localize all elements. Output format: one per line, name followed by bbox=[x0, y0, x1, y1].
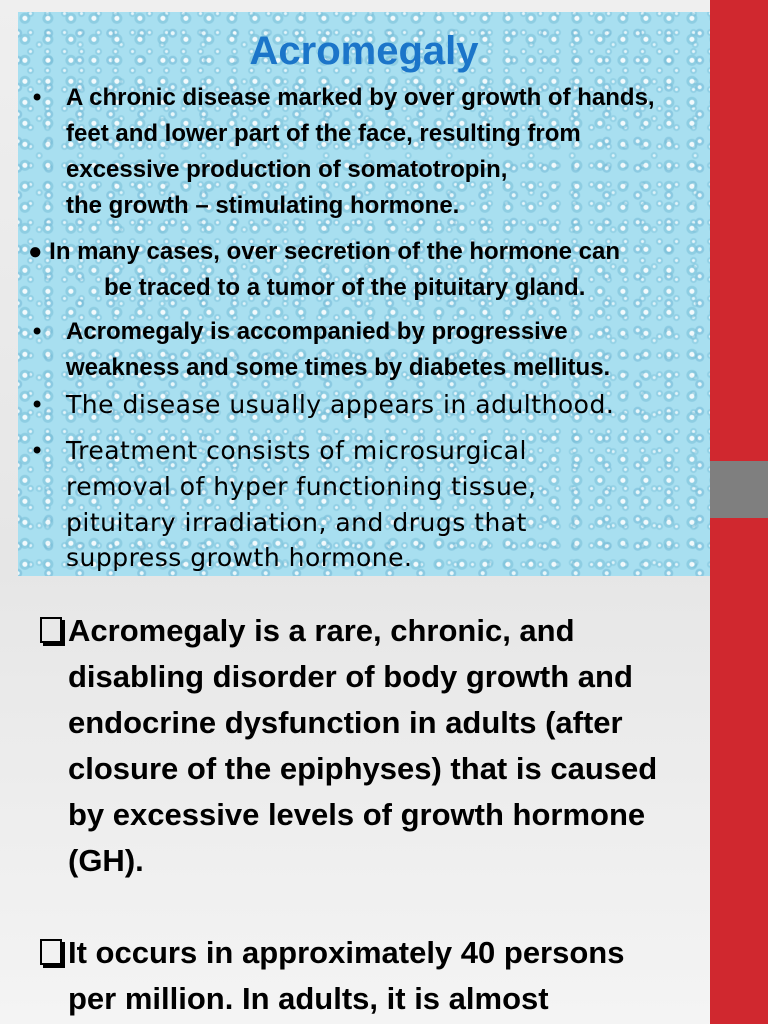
lower-item-1-line-3: endocrine dysfunction in adults (after bbox=[68, 705, 623, 740]
bullet-1-line-1: A chronic disease marked by over growth of hands, bbox=[66, 84, 655, 111]
bullet-5-line-3: pituitary irradiation, and drugs that bbox=[66, 508, 527, 537]
bullet-5-line-4: suppress growth hormone. bbox=[66, 543, 413, 572]
slide-title: Acromegaly bbox=[249, 29, 479, 73]
lower-item-1-line-4: closure of the epiphyses) that is caused bbox=[68, 751, 658, 786]
lower-item-1-line-2: disabling disorder of body growth and bbox=[68, 659, 633, 694]
bullet-4-line-1: The disease usually appears in adulthood. bbox=[66, 390, 615, 419]
bullet-5-line-2: removal of hyper functioning tissue, bbox=[66, 472, 537, 501]
checkbox-bullet-icon bbox=[40, 939, 62, 965]
lower-item-2-line-1 bbox=[40, 930, 624, 976]
bullet-2-line-2: be traced to a tumor of the pituitary gland. bbox=[104, 274, 586, 301]
lower-item-2-line-2: per million. In adults, it is almost bbox=[68, 981, 549, 1016]
bullet-dot: • bbox=[30, 391, 45, 419]
bullet-1-line-3: excessive production of somatotropin, bbox=[66, 156, 508, 183]
bullet-3-line-1: Acromegaly is accompanied by progressive bbox=[66, 318, 568, 345]
lower-item-1-text: Acromegaly is a rare, chronic, and bbox=[68, 613, 575, 648]
bullet-dot: • bbox=[30, 84, 45, 112]
lower-item-1-line-5: by excessive levels of growth hormone bbox=[68, 797, 646, 832]
checkbox-bullet-icon bbox=[40, 617, 62, 643]
bullet-dot: • bbox=[30, 318, 45, 346]
bullet-2-line-1: ● In many cases, over secretion of the hormone can bbox=[28, 238, 621, 265]
bullet-3-line-2: weakness and some times by diabetes mellitus. bbox=[66, 354, 611, 381]
accent-tab bbox=[710, 461, 768, 518]
bullet-5-line-1: Treatment consists of microsurgical bbox=[66, 436, 527, 465]
lower-item-1-line-6: (GH). bbox=[68, 843, 144, 878]
bullet-1-line-4: the growth – stimulating hormone. bbox=[66, 192, 460, 219]
lower-item-2-text: It occurs in approximately 40 persons bbox=[68, 935, 625, 970]
bullet-dot: • bbox=[30, 437, 45, 465]
bullet-1-line-2: feet and lower part of the face, resulting from bbox=[66, 120, 581, 147]
lower-item-1-line-1 bbox=[40, 608, 575, 654]
